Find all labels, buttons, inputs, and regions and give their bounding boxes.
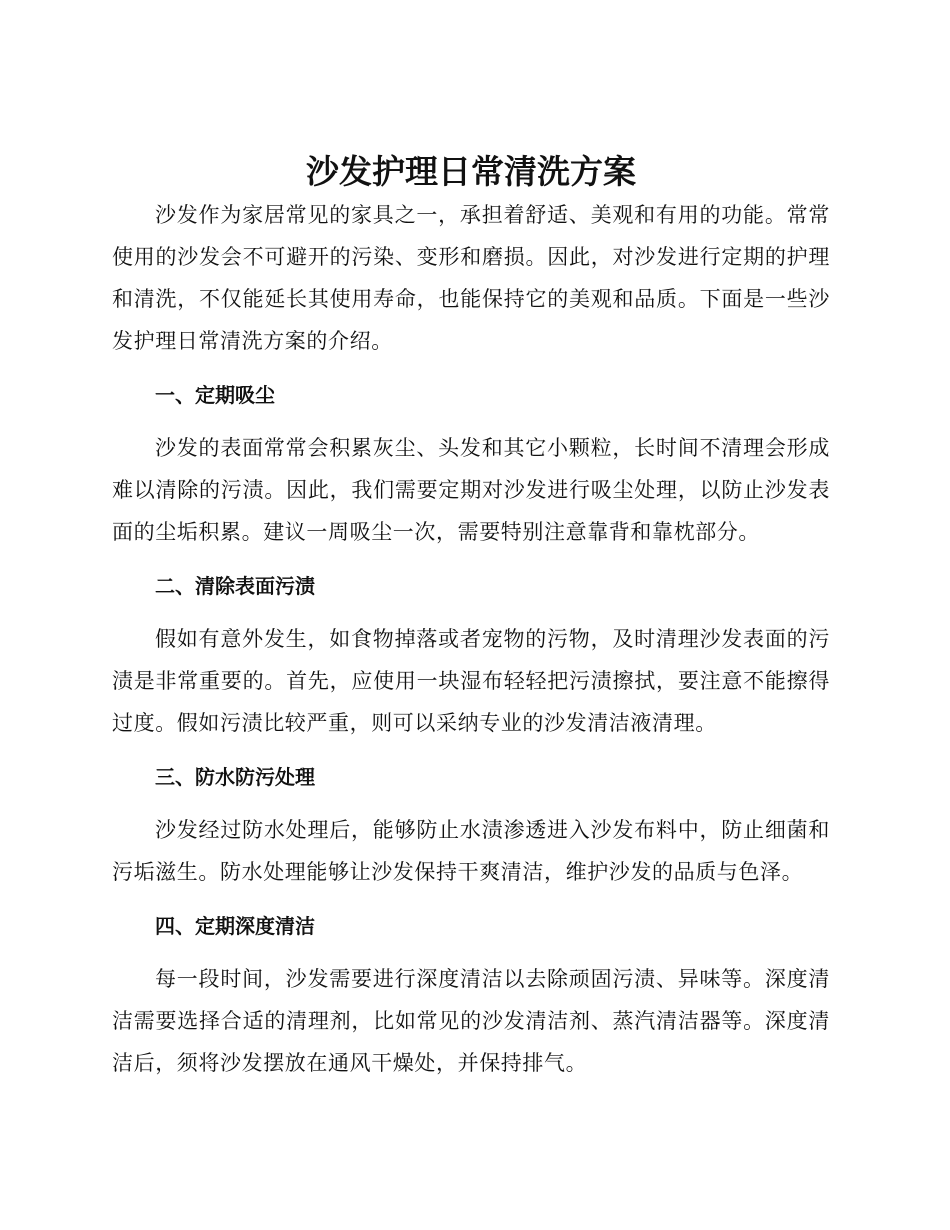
section-body-vacuum: 沙发的表面常常会积累灰尘、头发和其它小颗粒，长时间不清理会形成难以清除的污渍。因此，我们需要定期对沙发进行吸尘处理，以防止沙发表面的尘垢积累。建议一周吸尘一次，需要特别注意靠背和靠枕部分。 bbox=[112, 436, 830, 544]
document-title: 沙发护理日常清洗方案 bbox=[306, 152, 636, 191]
section-body-stains: 假如有意外发生，如食物掉落或者宠物的污物，及时清理沙发表面的污渍是非常重要的。首先，应使用一块湿布轻轻把污渍擦拭，要注意不能擦得过度。假如污渍比较严重，则可以采纳专业的沙发清洁液清理。 bbox=[112, 627, 830, 735]
section-heading-vacuum: 一、定期吸尘 bbox=[155, 383, 275, 407]
section-heading-deep-clean: 四、定期深度清洁 bbox=[155, 914, 315, 938]
section-body-waterproof: 沙发经过防水处理后，能够防止水渍渗透进入沙发布料中，防止细菌和污垢滋生。防水处理能够让沙发保持干爽清洁，维护沙发的品质与色泽。 bbox=[112, 818, 830, 884]
document-page bbox=[112, 150, 830, 1084]
section-heading-stains: 二、清除表面污渍 bbox=[155, 574, 315, 598]
section-heading-waterproof: 三、防水防污处理 bbox=[155, 765, 315, 789]
intro-paragraph: 沙发作为家居常见的家具之一，承担着舒适、美观和有用的功能。常常使用的沙发会不可避开的污染、变形和磨损。因此，对沙发进行定期的护理和清洗，不仅能延长其使用寿命，也能保持它的美观和品质。下面是一些沙发护理日常清洗方案的介绍。 bbox=[112, 203, 830, 353]
section-body-deep-clean: 每一段时间，沙发需要进行深度清洁以去除顽固污渍、异味等。深度清洁需要选择合适的清理剂，比如常见的沙发清洁剂、蒸汽清洁器等。深度清洁后，须将沙发摆放在通风干燥处，并保持排气。 bbox=[112, 967, 830, 1075]
